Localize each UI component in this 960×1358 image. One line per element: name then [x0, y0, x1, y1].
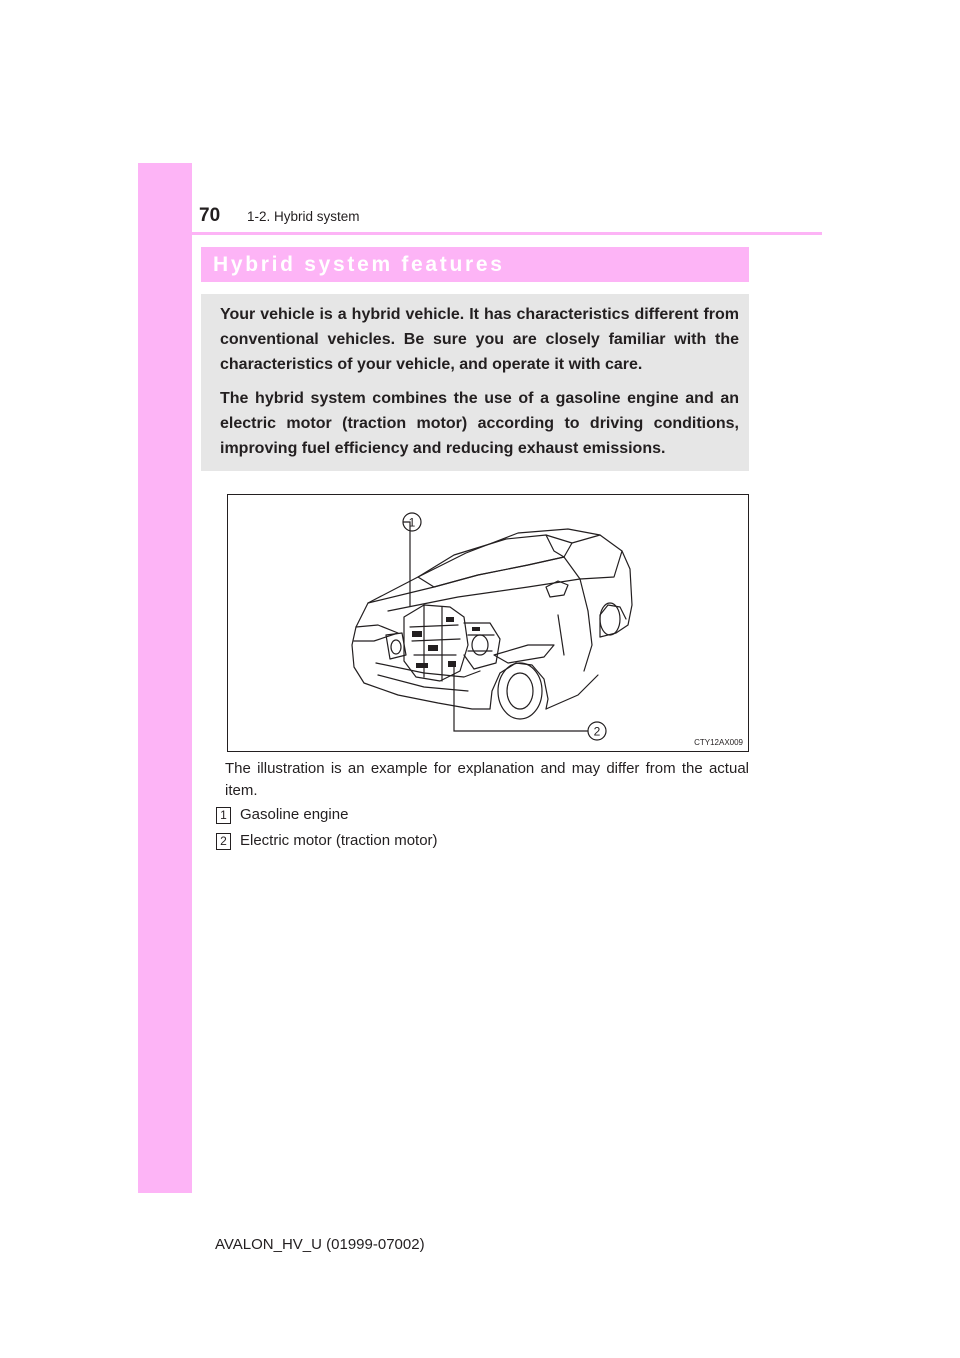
figure-code: CTY12AX009 [694, 738, 743, 747]
page-title: Hybrid system features [201, 247, 749, 282]
page-number: 70 [199, 205, 221, 226]
legend-number-1: 1 [216, 807, 231, 824]
legend-item-2 [216, 831, 438, 851]
car-illustration [228, 495, 748, 751]
hybrid-system-illustration [227, 494, 749, 752]
intro-box [201, 294, 749, 471]
legend-label-1: Gasoline engine [240, 806, 349, 823]
callout-2: 2 [593, 724, 601, 739]
callout-1: 1 [408, 515, 416, 530]
legend-item-1 [216, 805, 348, 825]
footer-code: AVALON_HV_U (01999-07002) [215, 1236, 425, 1253]
side-tab-bar [138, 163, 192, 1193]
figure-caption: The illustration is an example for explanation and may differ from the actual item. [225, 760, 749, 799]
header-rule [192, 232, 822, 235]
intro-paragraph-1: Your vehicle is a hybrid vehicle. It has characteristics different from conventional vehicles. Be sure you are closely familiar with the characteristics of your vehicle, and operate it with care. [220, 306, 739, 373]
intro-paragraph-2: The hybrid system combines the use of a gasoline engine and an electric motor (traction motor) according to driving conditions, improving fuel efficiency and reducing exhaust emissions. [220, 390, 739, 457]
legend-number-2: 2 [216, 833, 231, 850]
section-title: 1-2. Hybrid system [247, 209, 360, 224]
legend-label-2: Electric motor (traction motor) [240, 832, 438, 849]
